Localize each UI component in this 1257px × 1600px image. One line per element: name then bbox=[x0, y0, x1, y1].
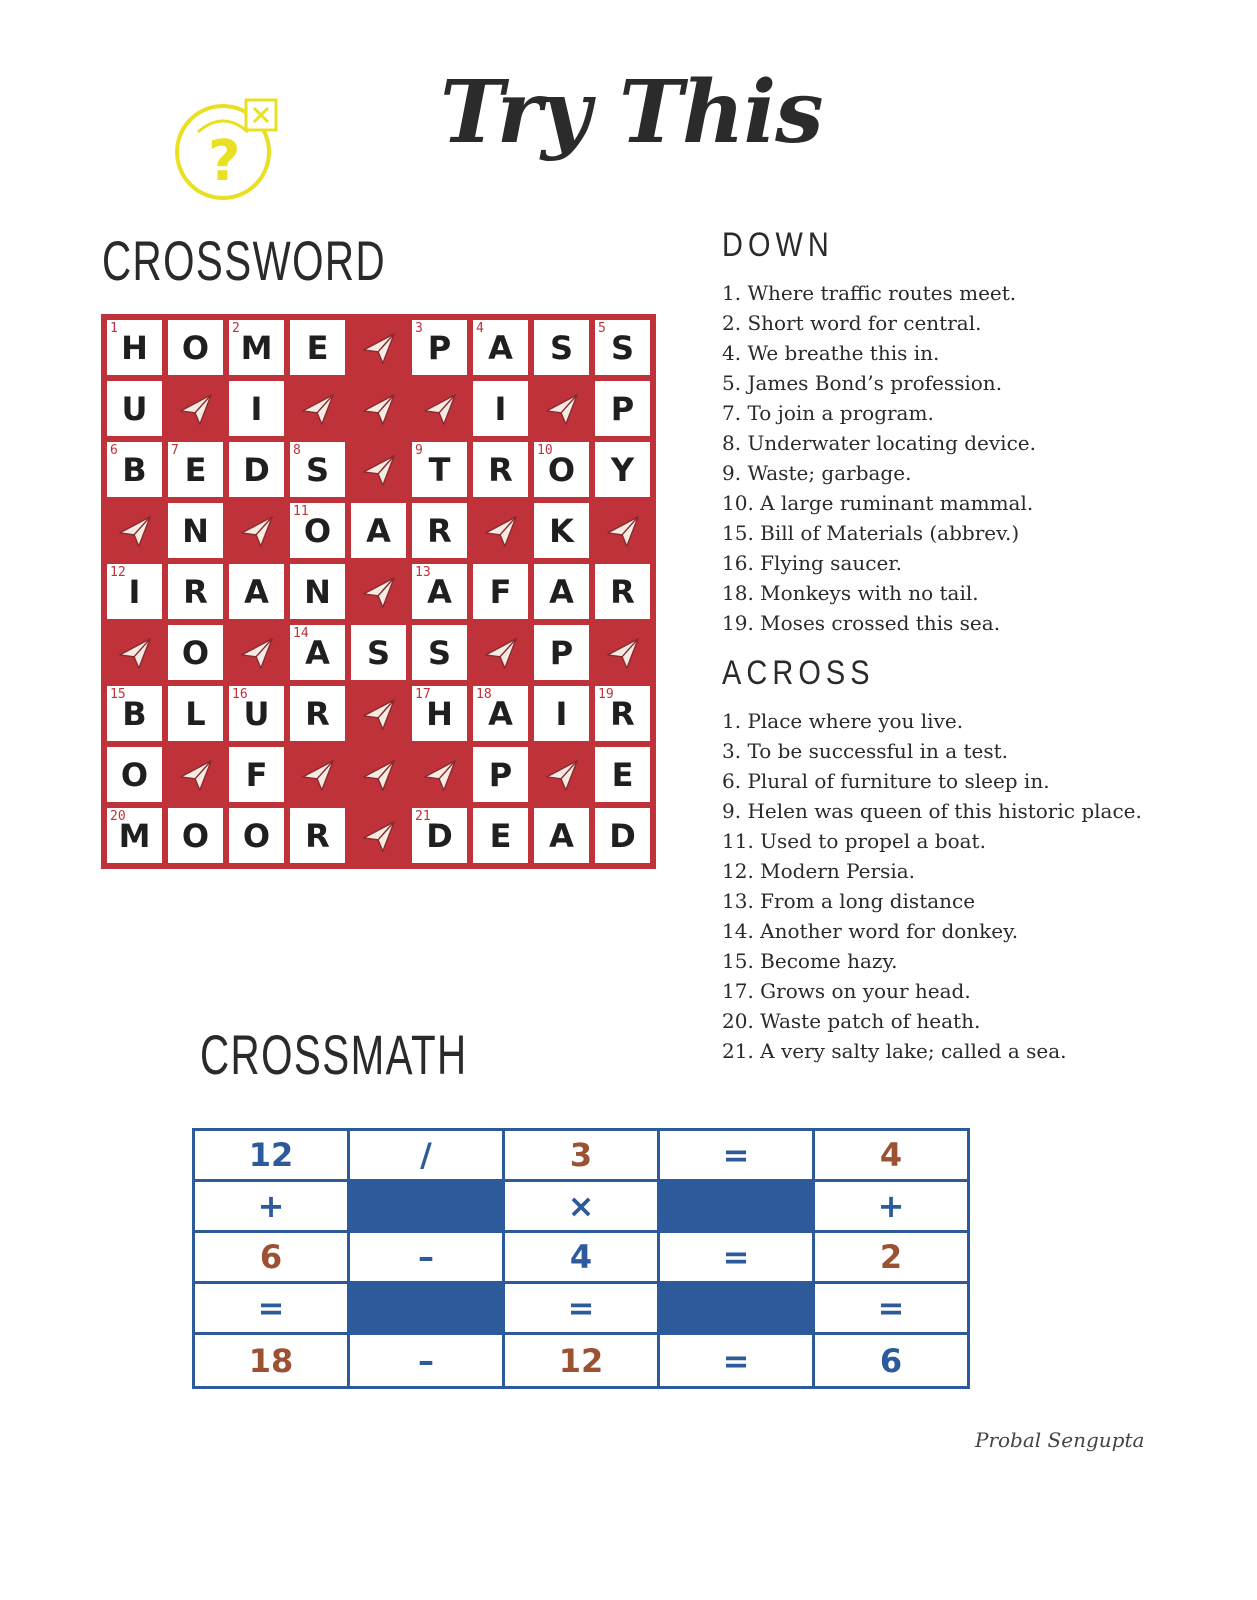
crossword-letter: H bbox=[426, 694, 453, 733]
across-clue: 3. To be successful in a test. bbox=[722, 739, 1009, 763]
crossword-grid bbox=[101, 314, 656, 869]
blocked-cell-plane-icon bbox=[348, 744, 409, 805]
crossword-letter: I bbox=[250, 389, 263, 428]
crossword-cell bbox=[409, 561, 470, 622]
crossword-letter: K bbox=[549, 511, 574, 550]
across-clue: 11. Used to propel a boat. bbox=[722, 829, 986, 853]
blocked-cell-plane-icon bbox=[409, 744, 470, 805]
crossmath-cell: 18 bbox=[195, 1335, 350, 1386]
down-clue: 10. A large ruminant mammal. bbox=[722, 491, 1034, 515]
crossword-letter: E bbox=[489, 816, 512, 855]
crossmath-cell: 12 bbox=[505, 1335, 660, 1386]
crossmath-cell: = bbox=[505, 1284, 660, 1335]
crossword-letter: N bbox=[304, 572, 331, 611]
crossword-cell bbox=[165, 500, 226, 561]
down-clue: 2. Short word for central. bbox=[722, 311, 982, 335]
blocked-cell-plane-icon bbox=[165, 744, 226, 805]
crossword-cell bbox=[470, 744, 531, 805]
down-clue: 5. James Bond’s profession. bbox=[722, 371, 1003, 395]
crossword-cell bbox=[287, 439, 348, 500]
crossmath-cell: – bbox=[350, 1233, 505, 1284]
across-clue-list bbox=[722, 706, 1142, 1066]
crossword-letter: F bbox=[489, 572, 512, 611]
across-clue: 15. Become hazy. bbox=[722, 949, 898, 973]
crossmath-filled-cell bbox=[350, 1284, 505, 1335]
clue-number: 16 bbox=[232, 687, 248, 702]
crossmath-cell: – bbox=[350, 1335, 505, 1386]
crossword-letter: R bbox=[305, 694, 330, 733]
crossword-letter: Y bbox=[610, 450, 635, 489]
crossword-letter: T bbox=[428, 450, 451, 489]
crossword-letter: P bbox=[427, 328, 452, 367]
crossword-letter: P bbox=[488, 755, 513, 794]
crossword-letter: U bbox=[243, 694, 270, 733]
clue-number: 19 bbox=[598, 687, 614, 702]
crossmath-cell: 6 bbox=[195, 1233, 350, 1284]
crossword-cell bbox=[348, 500, 409, 561]
crossmath-cell: 4 bbox=[815, 1131, 967, 1182]
clue-number: 20 bbox=[110, 809, 126, 824]
crossword-cell bbox=[592, 439, 653, 500]
crossword-letter: O bbox=[120, 755, 149, 794]
down-clue: 9. Waste; garbage. bbox=[722, 461, 912, 485]
crossmath-cell: = bbox=[660, 1335, 815, 1386]
crossword-cell bbox=[592, 683, 653, 744]
crossword-cell bbox=[104, 683, 165, 744]
crossword-cell bbox=[165, 317, 226, 378]
crossword-cell bbox=[104, 317, 165, 378]
crossword-cell bbox=[226, 744, 287, 805]
crossword-cell bbox=[592, 805, 653, 866]
clue-number: 21 bbox=[415, 809, 431, 824]
blocked-cell-plane-icon bbox=[409, 378, 470, 439]
crossword-letter: R bbox=[488, 450, 513, 489]
crossword-letter: A bbox=[305, 633, 330, 672]
crossword-cell bbox=[409, 317, 470, 378]
blocked-cell-plane-icon bbox=[348, 805, 409, 866]
crossword-letter: D bbox=[426, 816, 453, 855]
crossmath-filled-cell bbox=[660, 1284, 815, 1335]
crossword-cell bbox=[226, 561, 287, 622]
crossword-letter: E bbox=[611, 755, 634, 794]
crossmath-cell: + bbox=[815, 1182, 967, 1233]
blocked-cell-plane-icon bbox=[592, 500, 653, 561]
crossword-cell bbox=[104, 805, 165, 866]
crossword-letter: H bbox=[121, 328, 148, 367]
down-clue: 16. Flying saucer. bbox=[722, 551, 902, 575]
puzzle-logo-icon bbox=[168, 92, 288, 207]
crossword-cell bbox=[531, 805, 592, 866]
crossword-cell bbox=[409, 439, 470, 500]
crossword-letter: P bbox=[610, 389, 635, 428]
crossword-letter: I bbox=[128, 572, 141, 611]
page-title: Try This bbox=[440, 62, 823, 163]
crossword-letter: S bbox=[549, 328, 574, 367]
crossword-cell bbox=[470, 439, 531, 500]
crossword-cell bbox=[104, 439, 165, 500]
crossword-letter: R bbox=[610, 572, 635, 611]
crossword-cell bbox=[531, 683, 592, 744]
crossword-letter: I bbox=[555, 694, 568, 733]
blocked-cell-plane-icon bbox=[470, 500, 531, 561]
crossword-letter: S bbox=[305, 450, 330, 489]
clue-number: 15 bbox=[110, 687, 126, 702]
crossword-letter: O bbox=[242, 816, 271, 855]
clue-number: 1 bbox=[110, 321, 118, 336]
crossword-cell bbox=[104, 744, 165, 805]
crossword-heading: CROSSWORD bbox=[102, 229, 387, 292]
crossword-letter: L bbox=[185, 694, 206, 733]
crossword-letter: A bbox=[427, 572, 452, 611]
blocked-cell-plane-icon bbox=[348, 561, 409, 622]
crossword-cell bbox=[226, 439, 287, 500]
crossword-letter: A bbox=[549, 816, 574, 855]
clue-number: 13 bbox=[415, 565, 431, 580]
svg-text:?: ? bbox=[208, 129, 241, 194]
crossword-letter: A bbox=[366, 511, 391, 550]
crossword-cell bbox=[287, 317, 348, 378]
crossword-letter: B bbox=[122, 450, 147, 489]
crossword-cell bbox=[104, 378, 165, 439]
clue-number: 3 bbox=[415, 321, 423, 336]
across-clue: 14. Another word for donkey. bbox=[722, 919, 1019, 943]
crossmath-cell: 2 bbox=[815, 1233, 967, 1284]
crossword-letter: R bbox=[305, 816, 330, 855]
down-clue: 1. Where traffic routes meet. bbox=[722, 281, 1017, 305]
blocked-cell-plane-icon bbox=[348, 317, 409, 378]
crossword-cell bbox=[470, 378, 531, 439]
blocked-cell-plane-icon bbox=[104, 622, 165, 683]
blocked-cell-plane-icon bbox=[531, 378, 592, 439]
crossword-letter: O bbox=[181, 816, 210, 855]
crossword-cell bbox=[592, 744, 653, 805]
crossword-letter: U bbox=[121, 389, 148, 428]
blocked-cell-plane-icon bbox=[165, 378, 226, 439]
clue-number: 10 bbox=[537, 443, 553, 458]
crossword-cell bbox=[104, 561, 165, 622]
crossword-cell bbox=[531, 317, 592, 378]
crossword-letter: E bbox=[306, 328, 329, 367]
crossword-cell bbox=[165, 561, 226, 622]
crossword-cell bbox=[531, 439, 592, 500]
crossword-letter: A bbox=[549, 572, 574, 611]
clue-number: 2 bbox=[232, 321, 240, 336]
crossword-cell bbox=[409, 683, 470, 744]
crossword-cell bbox=[287, 805, 348, 866]
crossword-cell bbox=[165, 805, 226, 866]
crossmath-grid bbox=[192, 1128, 970, 1389]
down-clue: 4. We breathe this in. bbox=[722, 341, 940, 365]
author-credit: Probal Sengupta bbox=[975, 1428, 1145, 1452]
crossword-cell bbox=[165, 439, 226, 500]
crossword-letter: O bbox=[181, 633, 210, 672]
blocked-cell-plane-icon bbox=[531, 744, 592, 805]
crossword-cell bbox=[287, 683, 348, 744]
clue-number: 14 bbox=[293, 626, 309, 641]
clue-number: 7 bbox=[171, 443, 179, 458]
crossword-letter: O bbox=[303, 511, 332, 550]
blocked-cell-plane-icon bbox=[104, 500, 165, 561]
crossword-letter: O bbox=[181, 328, 210, 367]
crossword-letter: S bbox=[610, 328, 635, 367]
across-clue: 20. Waste patch of heath. bbox=[722, 1009, 981, 1033]
crossword-cell bbox=[592, 317, 653, 378]
crossword-letter: M bbox=[240, 328, 273, 367]
clue-number: 4 bbox=[476, 321, 484, 336]
crossword-cell bbox=[531, 622, 592, 683]
crossmath-cell: = bbox=[195, 1284, 350, 1335]
crossword-cell bbox=[470, 683, 531, 744]
crossmath-filled-cell bbox=[660, 1182, 815, 1233]
crossmath-cell: × bbox=[505, 1182, 660, 1233]
across-clue: 17. Grows on your head. bbox=[722, 979, 971, 1003]
clue-number: 11 bbox=[293, 504, 309, 519]
blocked-cell-plane-icon bbox=[348, 439, 409, 500]
down-heading: DOWN bbox=[722, 226, 834, 264]
clue-number: 6 bbox=[110, 443, 118, 458]
crossword-letter: S bbox=[366, 633, 391, 672]
crossword-cell bbox=[409, 500, 470, 561]
crossmath-cell: 4 bbox=[505, 1233, 660, 1284]
crossword-cell bbox=[226, 317, 287, 378]
crossmath-cell: = bbox=[660, 1233, 815, 1284]
across-clue: 12. Modern Persia. bbox=[722, 859, 916, 883]
clue-number: 18 bbox=[476, 687, 492, 702]
crossword-cell bbox=[287, 622, 348, 683]
blocked-cell-plane-icon bbox=[348, 378, 409, 439]
crossword-letter: I bbox=[494, 389, 507, 428]
down-clue: 15. Bill of Materials (abbrev.) bbox=[722, 521, 1020, 545]
crossword-letter: P bbox=[549, 633, 574, 672]
clue-number: 9 bbox=[415, 443, 423, 458]
crossword-cell bbox=[592, 378, 653, 439]
crossword-cell bbox=[287, 500, 348, 561]
crossword-letter: F bbox=[245, 755, 268, 794]
clue-number: 12 bbox=[110, 565, 126, 580]
crossmath-heading: CROSSMATH bbox=[200, 1023, 468, 1086]
crossword-letter: N bbox=[182, 511, 209, 550]
across-clue: 6. Plural of furniture to sleep in. bbox=[722, 769, 1050, 793]
crossword-letter: O bbox=[547, 450, 576, 489]
crossword-cell bbox=[226, 378, 287, 439]
crossword-cell bbox=[409, 805, 470, 866]
across-heading: ACROSS bbox=[722, 654, 875, 692]
crossword-cell bbox=[226, 683, 287, 744]
crossword-cell bbox=[348, 622, 409, 683]
clue-number: 5 bbox=[598, 321, 606, 336]
blocked-cell-plane-icon bbox=[470, 622, 531, 683]
blocked-cell-plane-icon bbox=[226, 500, 287, 561]
crossword-letter: D bbox=[243, 450, 270, 489]
crossmath-cell: = bbox=[660, 1131, 815, 1182]
across-clue: 9. Helen was queen of this historic place. bbox=[722, 799, 1142, 823]
blocked-cell-plane-icon bbox=[287, 378, 348, 439]
crossmath-cell: + bbox=[195, 1182, 350, 1233]
crossmath-cell: 3 bbox=[505, 1131, 660, 1182]
blocked-cell-plane-icon bbox=[348, 683, 409, 744]
blocked-cell-plane-icon bbox=[287, 744, 348, 805]
crossword-letter: R bbox=[427, 511, 452, 550]
crossword-cell bbox=[165, 622, 226, 683]
crossword-cell bbox=[165, 683, 226, 744]
crossword-letter: D bbox=[609, 816, 636, 855]
crossword-cell bbox=[470, 317, 531, 378]
crossword-letter: E bbox=[184, 450, 207, 489]
crossmath-cell: = bbox=[815, 1284, 967, 1335]
crossword-letter: R bbox=[610, 694, 635, 733]
crossword-cell bbox=[226, 805, 287, 866]
across-clue: 1. Place where you live. bbox=[722, 709, 964, 733]
blocked-cell-plane-icon bbox=[226, 622, 287, 683]
crossword-letter: A bbox=[488, 328, 513, 367]
down-clue: 19. Moses crossed this sea. bbox=[722, 611, 1001, 635]
down-clue-list bbox=[722, 278, 1036, 638]
crossword-cell bbox=[531, 500, 592, 561]
crossword-cell bbox=[592, 561, 653, 622]
down-clue: 18. Monkeys with no tail. bbox=[722, 581, 979, 605]
crossword-letter: A bbox=[244, 572, 269, 611]
clue-number: 17 bbox=[415, 687, 431, 702]
crossword-letter: M bbox=[118, 816, 151, 855]
clue-number: 8 bbox=[293, 443, 301, 458]
crossword-letter: S bbox=[427, 633, 452, 672]
crossword-cell bbox=[287, 561, 348, 622]
across-clue: 13. From a long distance bbox=[722, 889, 976, 913]
crossmath-cell: / bbox=[350, 1131, 505, 1182]
crossmath-filled-cell bbox=[350, 1182, 505, 1233]
across-clue: 21. A very salty lake; called a sea. bbox=[722, 1039, 1067, 1063]
crossword-letter: B bbox=[122, 694, 147, 733]
crossmath-cell: 12 bbox=[195, 1131, 350, 1182]
down-clue: 7. To join a program. bbox=[722, 401, 934, 425]
crossword-letter: R bbox=[183, 572, 208, 611]
crossword-cell bbox=[470, 561, 531, 622]
blocked-cell-plane-icon bbox=[592, 622, 653, 683]
crossword-letter: A bbox=[488, 694, 513, 733]
down-clue: 8. Underwater locating device. bbox=[722, 431, 1036, 455]
crossword-cell bbox=[531, 561, 592, 622]
crossword-cell bbox=[470, 805, 531, 866]
crossmath-cell: 6 bbox=[879, 1341, 903, 1380]
crossword-cell bbox=[409, 622, 470, 683]
